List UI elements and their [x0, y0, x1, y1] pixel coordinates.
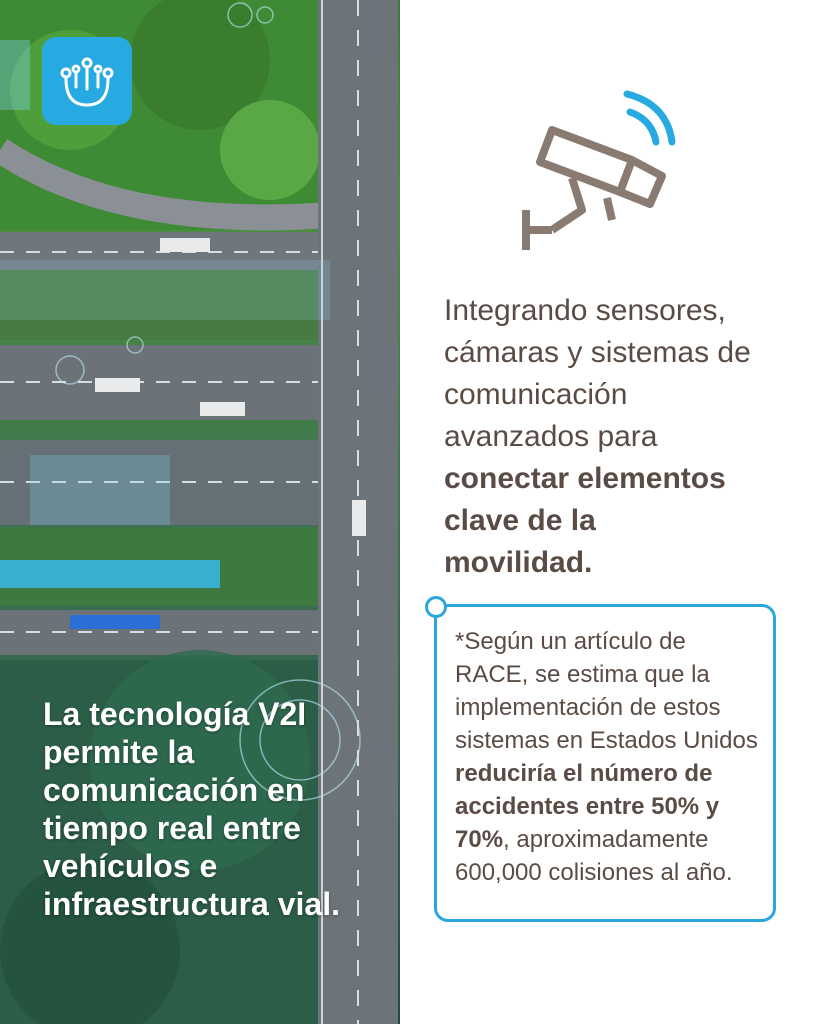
left-line-4: tiempo real entre — [43, 810, 301, 846]
intro-bold-line-2: clave de la — [444, 504, 596, 537]
note-box-dot — [425, 596, 447, 618]
intro-text — [444, 290, 804, 584]
security-camera-icon — [512, 80, 682, 260]
intro-line-3: comunicación — [444, 378, 628, 411]
left-line-6: infraestructura vial. — [43, 886, 340, 922]
note-text — [455, 625, 775, 889]
note-line-8: 600,000 colisiones al año. — [455, 859, 733, 886]
left-line-3: comunicación en — [43, 772, 305, 808]
intro-line-1: Integrando sensores, — [444, 294, 726, 327]
left-line-1: La tecnología V2I — [43, 696, 307, 732]
note-bold-line-2: accidentes entre 50% y — [455, 793, 720, 820]
note-bold-line-1: reduciría el número de — [455, 760, 713, 787]
note-rest-line: , aproximadamente — [503, 826, 709, 853]
intro-line-2: cámaras y sistemas de — [444, 336, 751, 369]
left-headline — [43, 695, 383, 923]
note-line-1: *Según un artículo de — [455, 628, 686, 655]
intro-bold-line-3: movilidad. — [444, 546, 593, 579]
note-line-4: sistemas en Estados Unidos — [455, 727, 758, 754]
intro-bold-line-1: conectar elementos — [444, 462, 726, 495]
app-logo-icon — [42, 37, 132, 125]
note-line-7-wrap — [455, 823, 775, 856]
camera-illustration — [512, 80, 682, 260]
note-bold-percent: 70% — [455, 826, 504, 853]
note-line-2: RACE, se estima que la — [455, 661, 710, 688]
app-logo — [42, 37, 132, 125]
note-line-3: implementación de estos — [455, 694, 721, 721]
left-line-2: permite la — [43, 734, 195, 770]
left-line-5: vehículos e — [43, 848, 218, 884]
intro-line-4: avanzados para — [444, 420, 658, 453]
